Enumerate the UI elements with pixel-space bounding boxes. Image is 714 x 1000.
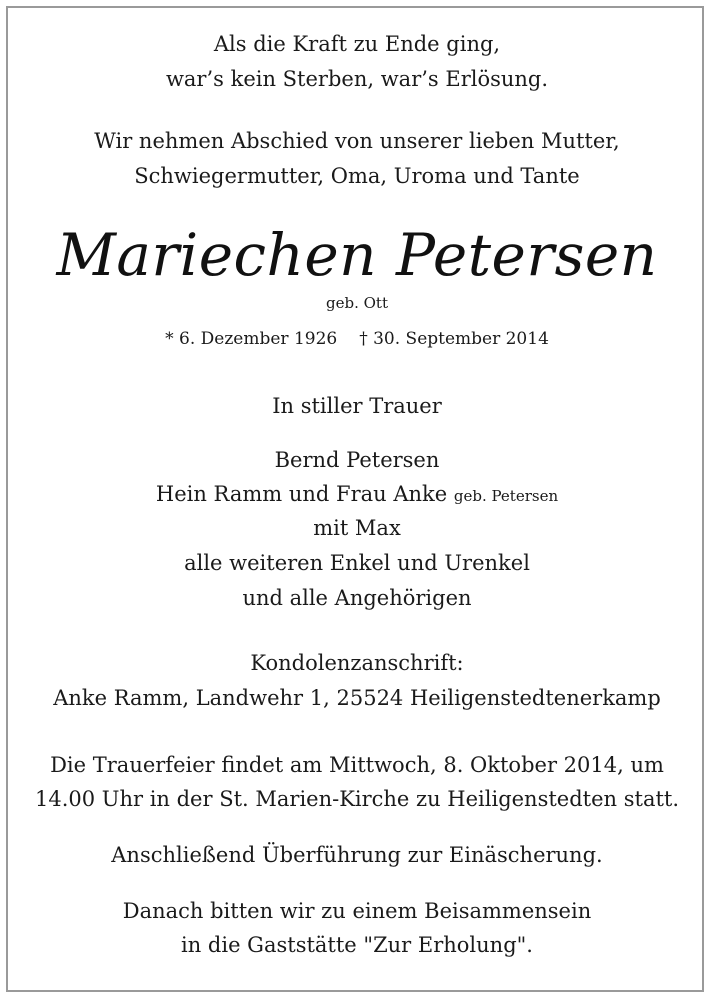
condolence-address: Anke Ramm, Landwehr 1, 25524 Heiligenstedtenerkamp [53,686,661,710]
mourner-line-1: Bernd Petersen [274,448,440,472]
maiden-name: geb. Ott [326,294,388,312]
death-date: † 30. September 2014 [359,329,549,349]
mourner-line-5: und alle Angehörigen [242,586,472,610]
verse-line-1: Als die Kraft zu Ende ging, [213,32,501,56]
intro-line-1: Wir nehmen Abschied von unserer lieben Mutter, [94,129,620,153]
birth-date: * 6. Dezember 1926 [165,329,338,349]
deceased-name: Mariechen Petersen [56,221,658,289]
mourner-line-3: mit Max [313,516,401,540]
intro-line-2: Schwiegermutter, Oma, Uroma und Tante [134,164,580,188]
life-dates [0,331,714,348]
transfer-line: Anschließend Überführung zur Einäscherung. [111,843,603,867]
mourner-couple: Hein Ramm und Frau Anke [155,482,448,506]
mourning-phrase: In stiller Trauer [272,394,442,418]
mourner-line-4: alle weiteren Enkel und Urenkel [184,551,530,575]
funeral-line-2: 14.00 Uhr in der St. Marien-Kirche zu Heiligenstedten statt. [34,787,680,811]
gathering-line-1: Danach bitten wir zu einem Beisammensein [122,899,592,923]
gathering-line-2: in die Gaststätte "Zur Erholung". [181,933,533,957]
verse-line-2: war’s kein Sterben, war’s Erlösung. [165,67,549,91]
mourner-maiden-name: geb. Petersen [453,487,559,505]
condolence-label: Kondolenzanschrift: [250,651,464,675]
funeral-line-1: Die Trauerfeier findet am Mittwoch, 8. Oktober 2014, um [50,753,664,777]
mourner-line-2 [0,484,714,505]
